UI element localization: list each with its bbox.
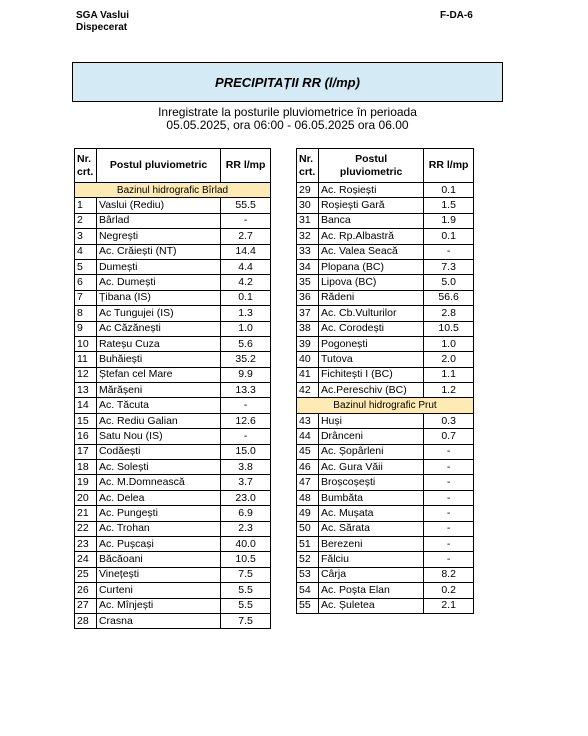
station-number: 54	[297, 583, 319, 598]
station-number: 20	[75, 490, 97, 505]
station-number: 1	[75, 198, 97, 213]
station-name: Ac. Pușcași	[96, 536, 220, 551]
rainfall-value: 14.4	[221, 244, 271, 259]
station-number: 48	[297, 490, 319, 505]
rainfall-value: 4.4	[221, 259, 271, 274]
table-row	[75, 536, 271, 551]
station-name: Ac. Trohan	[96, 521, 220, 536]
table-row	[75, 229, 271, 244]
station-number: 36	[297, 290, 319, 305]
station-number: 8	[75, 306, 97, 321]
station-name: Crasna	[96, 613, 220, 628]
table-row	[297, 552, 474, 567]
rainfall-value: 0.7	[424, 429, 474, 444]
station-name: Rateșu Cuza	[96, 336, 220, 351]
table-row	[75, 244, 271, 259]
table-row	[75, 506, 271, 521]
station-number: 33	[297, 244, 319, 259]
rainfall-value: 23.0	[221, 490, 271, 505]
rainfall-value: 2.0	[424, 352, 474, 367]
station-name: Ac Tungujei (IS)	[96, 306, 220, 321]
station-name: Fălciu	[318, 552, 423, 567]
rainfall-value: 7.5	[221, 567, 271, 582]
table-row	[75, 321, 271, 336]
station-number: 53	[297, 567, 319, 582]
crt-label: crt.	[299, 165, 316, 178]
rainfall-value: 1.0	[221, 321, 271, 336]
rainfall-value: 15.0	[221, 444, 271, 459]
table-row	[297, 198, 474, 213]
table-row	[75, 198, 271, 213]
nr-column-header	[75, 149, 97, 183]
table-row	[297, 275, 474, 290]
rainfall-value: 1.0	[424, 336, 474, 351]
rainfall-value: 35.2	[221, 352, 271, 367]
station-number: 15	[75, 413, 97, 428]
table-row	[297, 583, 474, 598]
station-number: 7	[75, 290, 97, 305]
station-number: 14	[75, 398, 97, 413]
station-number: 52	[297, 552, 319, 567]
table-row	[75, 444, 271, 459]
station-number: 45	[297, 444, 319, 459]
station-name: Ac.Pereschiv (BC)	[318, 383, 423, 398]
station-number: 13	[75, 383, 97, 398]
rainfall-value: 8.2	[424, 567, 474, 582]
station-name: Buhăiești	[96, 352, 220, 367]
table-row	[75, 613, 271, 628]
station-name: Cârja	[318, 567, 423, 582]
station-name: Ac. Dumești	[96, 275, 220, 290]
station-name: Ac. Delea	[96, 490, 220, 505]
station-number: 23	[75, 536, 97, 551]
basin-row-birlad	[75, 183, 271, 198]
rainfall-value: 2.7	[221, 229, 271, 244]
station-name: Satu Nou (IS)	[96, 429, 220, 444]
rainfall-value: 7.5	[221, 613, 271, 628]
station-name: Pogonești	[318, 336, 423, 351]
station-number: 21	[75, 506, 97, 521]
station-name: Roșiești Gară	[318, 198, 423, 213]
table-row	[297, 367, 474, 382]
organization-header	[76, 10, 129, 34]
station-name: Ac. Roșiești	[318, 183, 423, 198]
nr-label: Nr.	[77, 152, 92, 165]
table-row	[297, 183, 474, 198]
table-row	[75, 213, 271, 228]
table-row	[75, 598, 271, 613]
station-name: Ac. Șuletea	[318, 598, 423, 613]
rainfall-value: -	[424, 521, 474, 536]
station-number: 38	[297, 321, 319, 336]
station-name: Ac. Solești	[96, 460, 220, 475]
table-row	[297, 490, 474, 505]
station-number: 40	[297, 352, 319, 367]
rainfall-value: -	[221, 213, 271, 228]
station-name: Ac. Crăiești (NT)	[96, 244, 220, 259]
station-name: Ac Căzănești	[96, 321, 220, 336]
rr-column-header: RR l/mp	[424, 149, 474, 183]
table-row	[75, 306, 271, 321]
rainfall-value: -	[424, 460, 474, 475]
station-number: 12	[75, 367, 97, 382]
station-name: Banca	[318, 213, 423, 228]
station-number: 50	[297, 521, 319, 536]
rainfall-value: 5.0	[424, 275, 474, 290]
rainfall-value: 5.6	[221, 336, 271, 351]
rainfall-value: 3.8	[221, 460, 271, 475]
station-name: Ac. Tăcuta	[96, 398, 220, 413]
rainfall-value: 0.1	[424, 183, 474, 198]
station-number: 34	[297, 259, 319, 274]
station-name: Ac. Valea Seacă	[318, 244, 423, 259]
rainfall-value: 10.5	[424, 321, 474, 336]
station-number: 11	[75, 352, 97, 367]
rainfall-value: 2.1	[424, 598, 474, 613]
station-label-1: Postul	[355, 152, 388, 165]
rainfall-value: 4.2	[221, 275, 271, 290]
table-row	[297, 229, 474, 244]
rainfall-value: 0.2	[424, 583, 474, 598]
station-name: Plopana (BC)	[318, 259, 423, 274]
station-name: Ac. Corodești	[318, 321, 423, 336]
station-name: Ac. Sărata	[318, 521, 423, 536]
station-number: 26	[75, 583, 97, 598]
table-row	[297, 213, 474, 228]
rainfall-value: 40.0	[221, 536, 271, 551]
document-title: PRECIPITAȚII RR (l/mp)	[215, 74, 360, 90]
table-row	[75, 552, 271, 567]
rainfall-value: 9.9	[221, 367, 271, 382]
table-row	[75, 413, 271, 428]
table-row	[297, 536, 474, 551]
station-name: Ac. Gura Văii	[318, 460, 423, 475]
station-name: Drânceni	[318, 429, 423, 444]
station-number: 19	[75, 475, 97, 490]
table-row	[297, 598, 474, 613]
station-number: 46	[297, 460, 319, 475]
document-title-box	[72, 62, 503, 102]
station-number: 4	[75, 244, 97, 259]
org-name: SGA Vaslui	[76, 10, 129, 21]
table-row	[297, 460, 474, 475]
rainfall-value: -	[424, 536, 474, 551]
station-name: Vinețești	[96, 567, 220, 582]
table-row	[297, 413, 474, 428]
table-row	[297, 506, 474, 521]
rainfall-value: 2.3	[221, 521, 271, 536]
station-number: 24	[75, 552, 97, 567]
station-name: Ac. Șopârleni	[318, 444, 423, 459]
station-number: 41	[297, 367, 319, 382]
station-name: Broșcoșești	[318, 475, 423, 490]
station-column-header: Postul pluviometric	[96, 149, 220, 183]
rainfall-value: 55.5	[221, 198, 271, 213]
station-number: 47	[297, 475, 319, 490]
table-row	[297, 244, 474, 259]
table-row	[75, 352, 271, 367]
station-number: 35	[297, 275, 319, 290]
rainfall-value: 7.3	[424, 259, 474, 274]
table-header-row	[297, 149, 474, 183]
rainfall-value: -	[424, 444, 474, 459]
station-number: 42	[297, 383, 319, 398]
station-number: 6	[75, 275, 97, 290]
station-name: Ac. Mînjești	[96, 598, 220, 613]
rainfall-value: -	[424, 506, 474, 521]
table-row	[297, 429, 474, 444]
rainfall-value: 3.7	[221, 475, 271, 490]
station-name: Ac. Cb.Vulturilor	[318, 306, 423, 321]
table-row	[75, 521, 271, 536]
station-number: 10	[75, 336, 97, 351]
station-name: Țibana (IS)	[96, 290, 220, 305]
station-number: 39	[297, 336, 319, 351]
rainfall-value: -	[424, 244, 474, 259]
station-number: 2	[75, 213, 97, 228]
rr-column-header: RR l/mp	[221, 149, 271, 183]
station-number: 31	[297, 213, 319, 228]
station-name: Ac. Mușata	[318, 506, 423, 521]
station-number: 44	[297, 429, 319, 444]
form-code: F-DA-6	[440, 10, 473, 21]
nr-label: Nr.	[299, 152, 314, 165]
table-row	[75, 475, 271, 490]
station-name: Ac. Poșta Elan	[318, 583, 423, 598]
rainfall-value: -	[221, 429, 271, 444]
station-number: 18	[75, 460, 97, 475]
rainfall-value: 1.3	[221, 306, 271, 321]
station-number: 55	[297, 598, 319, 613]
org-department: Dispecerat	[76, 22, 128, 33]
rainfall-value: 1.9	[424, 213, 474, 228]
station-number: 49	[297, 506, 319, 521]
station-name: Ac. Rediu Galian	[96, 413, 220, 428]
rainfall-value: 1.2	[424, 383, 474, 398]
station-name: Bumbăta	[318, 490, 423, 505]
station-name: Băcăoani	[96, 552, 220, 567]
station-name: Codăești	[96, 444, 220, 459]
station-column-header	[318, 149, 423, 183]
subtitle-line-2: 05.05.2025, ora 06:00 - 06.05.2025 ora 06.00	[166, 118, 409, 132]
rainfall-value: 10.5	[221, 552, 271, 567]
rainfall-value: 5.5	[221, 583, 271, 598]
basin-row-prut	[297, 398, 474, 413]
station-name: Dumești	[96, 259, 220, 274]
table-row	[297, 259, 474, 274]
station-number: 32	[297, 229, 319, 244]
crt-label: crt.	[77, 165, 94, 178]
station-number: 30	[297, 198, 319, 213]
station-number: 17	[75, 444, 97, 459]
table-row	[297, 336, 474, 351]
table-row	[75, 567, 271, 582]
rainfall-value: 0.1	[424, 229, 474, 244]
table-row	[297, 475, 474, 490]
table-row	[75, 460, 271, 475]
station-number: 25	[75, 567, 97, 582]
station-name: Mărășeni	[96, 383, 220, 398]
table-row	[297, 521, 474, 536]
rainfall-value: 0.3	[424, 413, 474, 428]
station-name: Ac. Pungești	[96, 506, 220, 521]
rainfall-value: -	[424, 552, 474, 567]
table-row	[75, 383, 271, 398]
station-number: 51	[297, 536, 319, 551]
table-row	[297, 444, 474, 459]
table-row	[297, 306, 474, 321]
table-header-row	[75, 149, 271, 183]
station-name: Ac. M.Domnească	[96, 475, 220, 490]
table-row	[75, 259, 271, 274]
table-row	[75, 429, 271, 444]
rainfall-value: 1.1	[424, 367, 474, 382]
rainfall-value: 2.8	[424, 306, 474, 321]
document-subtitle	[72, 106, 503, 132]
station-name: Fichitești I (BC)	[318, 367, 423, 382]
station-name: Negrești	[96, 229, 220, 244]
table-row	[297, 321, 474, 336]
table-row	[75, 367, 271, 382]
table-row	[297, 567, 474, 582]
subtitle-line-1: Inregistrate la posturile pluviometrice în perioada	[158, 105, 417, 119]
rainfall-value: 12.6	[221, 413, 271, 428]
station-name: Ștefan cel Mare	[96, 367, 220, 382]
table-row	[75, 398, 271, 413]
table-row	[297, 352, 474, 367]
left-precipitation-table	[74, 148, 271, 629]
station-name: Curteni	[96, 583, 220, 598]
station-label-2: pluviometric	[339, 165, 403, 178]
station-name: Berezeni	[318, 536, 423, 551]
basin-label-prut: Bazinul hidrografic Prut	[297, 398, 474, 413]
rainfall-value: 1.5	[424, 198, 474, 213]
station-number: 5	[75, 259, 97, 274]
station-number: 43	[297, 413, 319, 428]
rainfall-value: 0.1	[221, 290, 271, 305]
station-name: Bârlad	[96, 213, 220, 228]
nr-column-header	[297, 149, 319, 183]
rainfall-value: -	[424, 475, 474, 490]
rainfall-value: 5.5	[221, 598, 271, 613]
station-name: Tutova	[318, 352, 423, 367]
station-number: 22	[75, 521, 97, 536]
table-row	[297, 290, 474, 305]
station-number: 27	[75, 598, 97, 613]
rainfall-value: -	[424, 490, 474, 505]
table-row	[75, 290, 271, 305]
rainfall-value: 13.3	[221, 383, 271, 398]
table-row	[75, 490, 271, 505]
station-name: Rădeni	[318, 290, 423, 305]
rainfall-value: 56.6	[424, 290, 474, 305]
station-name: Lipova (BC)	[318, 275, 423, 290]
station-number: 28	[75, 613, 97, 628]
station-number: 16	[75, 429, 97, 444]
station-name: Huși	[318, 413, 423, 428]
table-row	[75, 336, 271, 351]
station-number: 9	[75, 321, 97, 336]
table-row	[75, 583, 271, 598]
rainfall-value: 6.9	[221, 506, 271, 521]
station-number: 29	[297, 183, 319, 198]
right-precipitation-table	[296, 148, 474, 614]
station-name: Ac. Rp.Albastră	[318, 229, 423, 244]
table-row	[297, 383, 474, 398]
station-name: Vaslui (Rediu)	[96, 198, 220, 213]
station-number: 37	[297, 306, 319, 321]
table-row	[75, 275, 271, 290]
station-number: 3	[75, 229, 97, 244]
rainfall-value: -	[221, 398, 271, 413]
basin-label-birlad: Bazinul hidrografic Bîrlad	[75, 183, 271, 198]
